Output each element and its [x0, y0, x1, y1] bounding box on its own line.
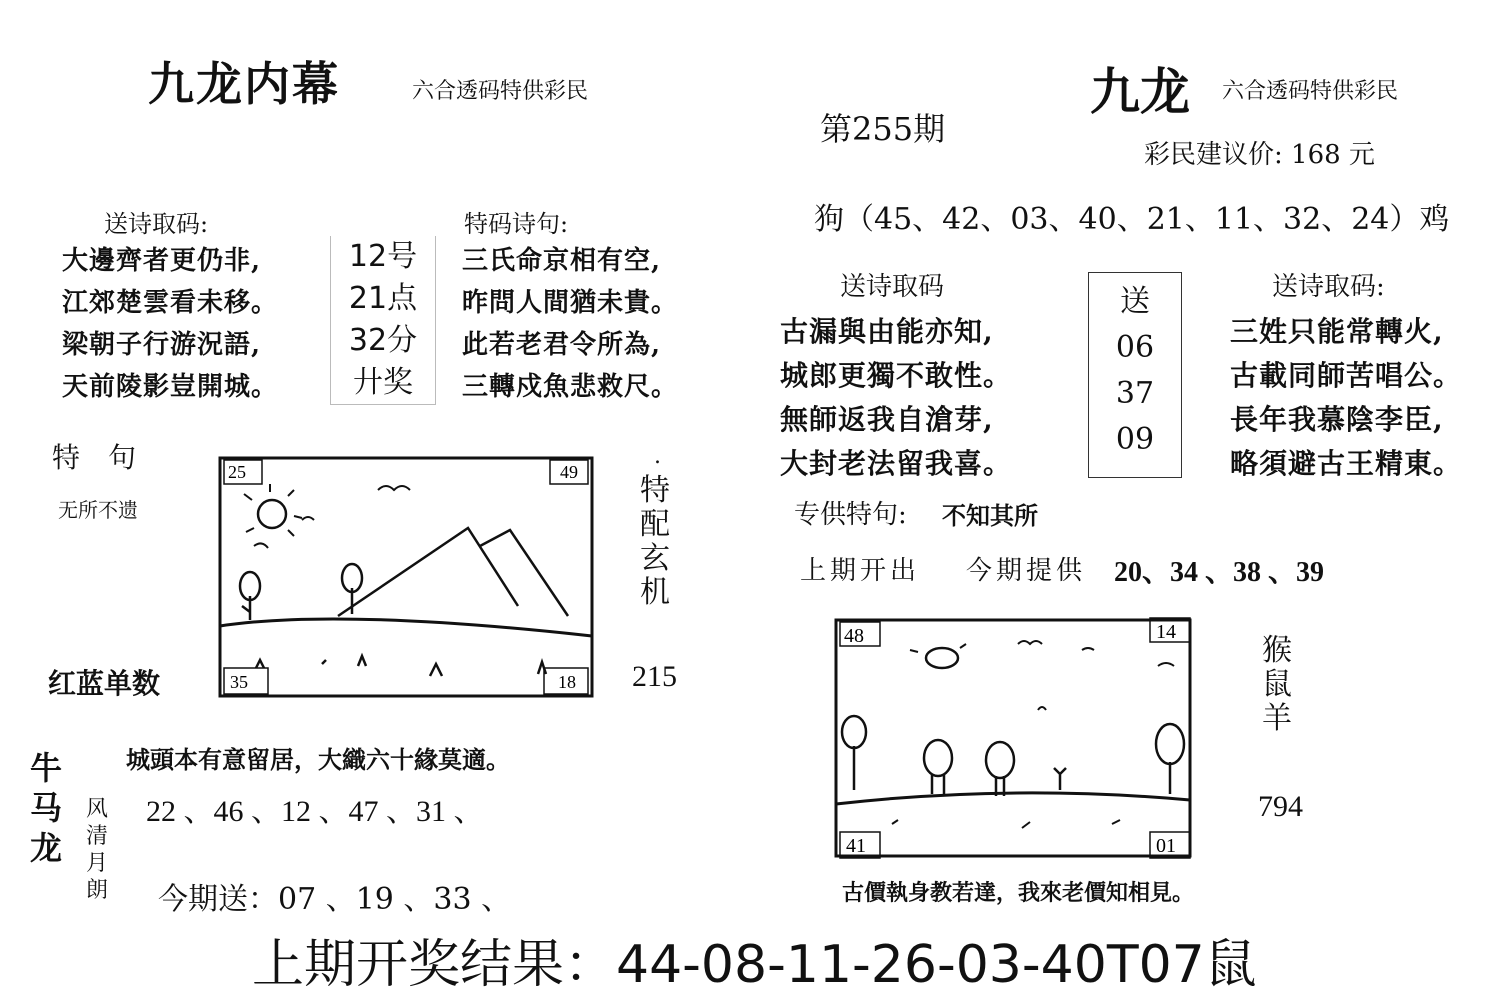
left-special-heading: 特码诗句:: [464, 210, 569, 238]
special-poem-line: 此若老君令所為,: [462, 330, 662, 360]
red-blue-label: 红蓝单数: [48, 667, 161, 700]
info-box-line: 廾奖: [353, 365, 413, 400]
animal-char: 羊: [1262, 701, 1292, 736]
vertical-char: 机: [640, 575, 670, 610]
left-poem: [62, 240, 278, 408]
special-poem-line: 三轉戍魚悲救尺。: [462, 372, 679, 402]
left-poem-heading: 送诗取码:: [104, 210, 209, 238]
vertical-char: 配: [640, 507, 670, 542]
corner-number: 25: [228, 462, 246, 482]
left-poem-line: 江郊楚雲看未移。: [62, 288, 279, 318]
right-subtitle: 六合透码特供彩民: [1222, 79, 1399, 104]
number-215: 215: [632, 660, 677, 693]
landscape-drawing: [832, 614, 1194, 864]
animal-char: 鼠: [1262, 667, 1292, 702]
info-box-line: 32分: [348, 323, 418, 358]
vertical-char: 特: [640, 473, 670, 508]
price: 彩民建议价: 168 元: [1144, 140, 1375, 170]
left-title: 九龙内幕: [148, 57, 340, 111]
vertical-char: 玄: [640, 541, 670, 576]
right-poem-line: 無師返我自滄芽,: [780, 403, 994, 436]
teju-label: 特 句: [52, 441, 137, 474]
corner-number: 49: [560, 462, 578, 482]
special-label: 专供特句:: [794, 500, 907, 530]
corner-number: 01: [1156, 835, 1176, 857]
right-poem-line: 古載同師苦唱公。: [1230, 359, 1463, 392]
special-poem-line: 三氏命京相有空,: [462, 246, 662, 276]
right-poem-line: 略須避古王精東。: [1230, 447, 1463, 480]
right-poem-right: [1230, 310, 1462, 486]
send-box-line: 09: [1115, 422, 1155, 457]
right-poem-line: 大封老法留我喜。: [780, 447, 1013, 480]
wind-vertical: [86, 796, 108, 904]
issue-number: 第255期: [820, 110, 946, 148]
corner-number: 18: [558, 672, 576, 692]
corner-number: 48: [844, 625, 864, 647]
animal-char: 牛: [30, 749, 63, 787]
corner-number: 41: [846, 835, 866, 857]
number-794: 794: [1258, 790, 1303, 823]
right-poem-line: 三姓只能常轉火,: [1230, 315, 1444, 348]
wind-char: 清: [86, 824, 109, 849]
right-poem-left: [780, 310, 1012, 486]
wind-char: 风: [86, 797, 109, 822]
animal-char: 猴: [1262, 633, 1292, 668]
tepei-xuanji-vertical: [640, 474, 670, 610]
right-poem-line: 古漏與由能亦知,: [780, 315, 994, 348]
right-animals-vertical: [1262, 634, 1292, 736]
send-box-line: 06: [1115, 330, 1155, 365]
right-caption: 古價執身教若達，我來老價知相見。: [842, 880, 1195, 906]
send-box-line: 送: [1120, 284, 1150, 319]
right-poem-heading-right: 送诗取码:: [1272, 272, 1385, 302]
animal-char: 马: [30, 789, 63, 827]
corner-number: 14: [1156, 621, 1176, 643]
provide-numbers: 20、34 、38 、39: [1114, 557, 1325, 588]
info-box-line: 21点: [348, 281, 418, 316]
wind-char: 月: [86, 851, 109, 876]
info-box-line: 12号: [348, 239, 418, 274]
left-numbers-line: 22 、46 、12 、47 、31 、: [146, 795, 484, 828]
wind-char: 朗: [86, 878, 109, 903]
left-subtitle: 六合透码特供彩民: [412, 79, 589, 104]
right-poem-heading-left: 送诗取码: [840, 272, 945, 302]
special-text: 不知其所: [942, 501, 1038, 530]
left-send-line: 今期送：07 、19 、33 、: [158, 882, 512, 917]
left-phrase: 城頭本有意留居，大織六十緣莫適。: [126, 745, 510, 774]
left-special-poem: [462, 240, 678, 408]
animal-char: 龙: [30, 829, 63, 867]
left-dot: .: [654, 444, 661, 469]
provide-label: 今期提供: [966, 556, 1087, 586]
left-info-box: [330, 236, 436, 405]
corner-number: 35: [230, 672, 248, 692]
left-poem-line: 天前陵影豈開城。: [62, 372, 279, 402]
teju-text: 无所不遗: [58, 498, 138, 522]
last-label: 上期开出: [800, 556, 921, 586]
last-result: 上期开奖结果：44-08-11-26-03-40T07鼠: [252, 935, 1257, 995]
send-box-line: 37: [1115, 376, 1155, 411]
special-poem-line: 昨問人間猶未貴。: [462, 288, 679, 318]
right-poem-line: 長年我慕陰李臣,: [1230, 403, 1444, 436]
left-landscape-picture: [218, 456, 594, 698]
right-landscape-picture: [832, 614, 1194, 864]
dog-line: 狗（45、42、03、40、21、11、32、24）鸡: [814, 202, 1450, 237]
landscape-drawing: [218, 456, 594, 698]
right-title: 九龙: [1090, 62, 1190, 121]
send-box: [1088, 272, 1182, 478]
left-poem-line: 大邊齊者更仍非,: [62, 246, 262, 276]
left-poem-line: 梁朝子行游況語,: [62, 330, 262, 360]
left-animals-vertical: [30, 748, 62, 868]
right-poem-line: 城郎更獨不敢性。: [780, 359, 1013, 392]
